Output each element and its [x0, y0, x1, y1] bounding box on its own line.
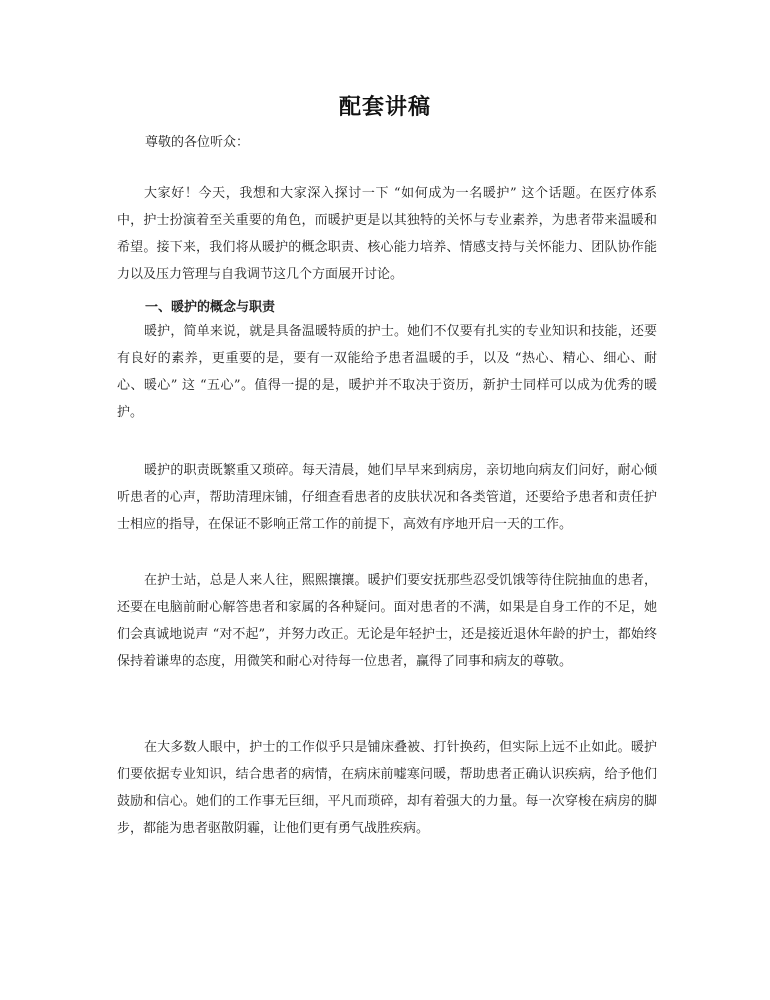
paragraph-nurse-station: 在护士站，总是人来人往，熙熙攘攘。暖护们要安抚那些忍受饥饿等待住院抽血的患者，还要在电脑前耐心解答患者和家属的各种疑问。面对患者的不满，如果是自身工作的不足，她们会真诚地说声 “对不起”，并努力改正。无论是年轻护士，还是接近退休年龄的护士，都始终保持着谦卑的态度，用微笑和耐心对待每一位患者，赢得了同事和病友的尊敬。	[117, 573, 657, 669]
paragraph-ward-work: 在大多数人眼中，护士的工作似乎只是铺床叠被、打针换药，但实际上远不止如此。暖护们要依据专业知识，结合患者的病情，在病床前嘘寒问暖，帮助患者正确认识疾病，给予他们鼓励和信心。她们的工作事无巨细，平凡而琐碎，却有着强大的力量。每一次穿梭在病房的脚步，都能为患者驱散阴霾，让他们更有勇气战胜疾病。	[117, 740, 657, 836]
paragraph-duties: 暖护的职责既繁重又琐碎。每天清晨，她们早早来到病房，亲切地向病友们问好，耐心倾听患者的心声，帮助清理床铺，仔细查看患者的皮肤状况和各类管道，还要给予患者和责任护士相应的指导，在保证不影响正常工作的前提下，高效有序地开启一天的工作。	[117, 463, 657, 532]
salutation: 尊敬的各位听众：	[145, 135, 250, 150]
page-title: 配套讲稿	[338, 94, 431, 120]
section-heading: 一、暖护的概念与职责	[145, 300, 276, 315]
paragraph-intro: 大家好！今天，我想和大家深入探讨一下 “如何成为一名暖护” 这个话题。在医疗体系中，护士扮演着至关重要的角色，而暖护更是以其独特的关怀与专业素养，为患者带来温暖和希望。接下来，我们将从暖护的概念职责、核心能力培养、情感支持与关怀能力、团队协作能力以及压力管理与自我调节这几个方面展开讨论。	[117, 186, 657, 282]
paragraph-concept: 暖护，简单来说，就是具备温暖特质的护士。她们不仅要有扎实的专业知识和技能，还要有良好的素养，更重要的是，要有一双能给予患者温暖的手，以及 “热心、精心、细心、耐心、暖心” 这 “五心”。值得一提的是，暖护并不取决于资历，新护士同样可以成为优秀的暖护。	[117, 324, 657, 420]
